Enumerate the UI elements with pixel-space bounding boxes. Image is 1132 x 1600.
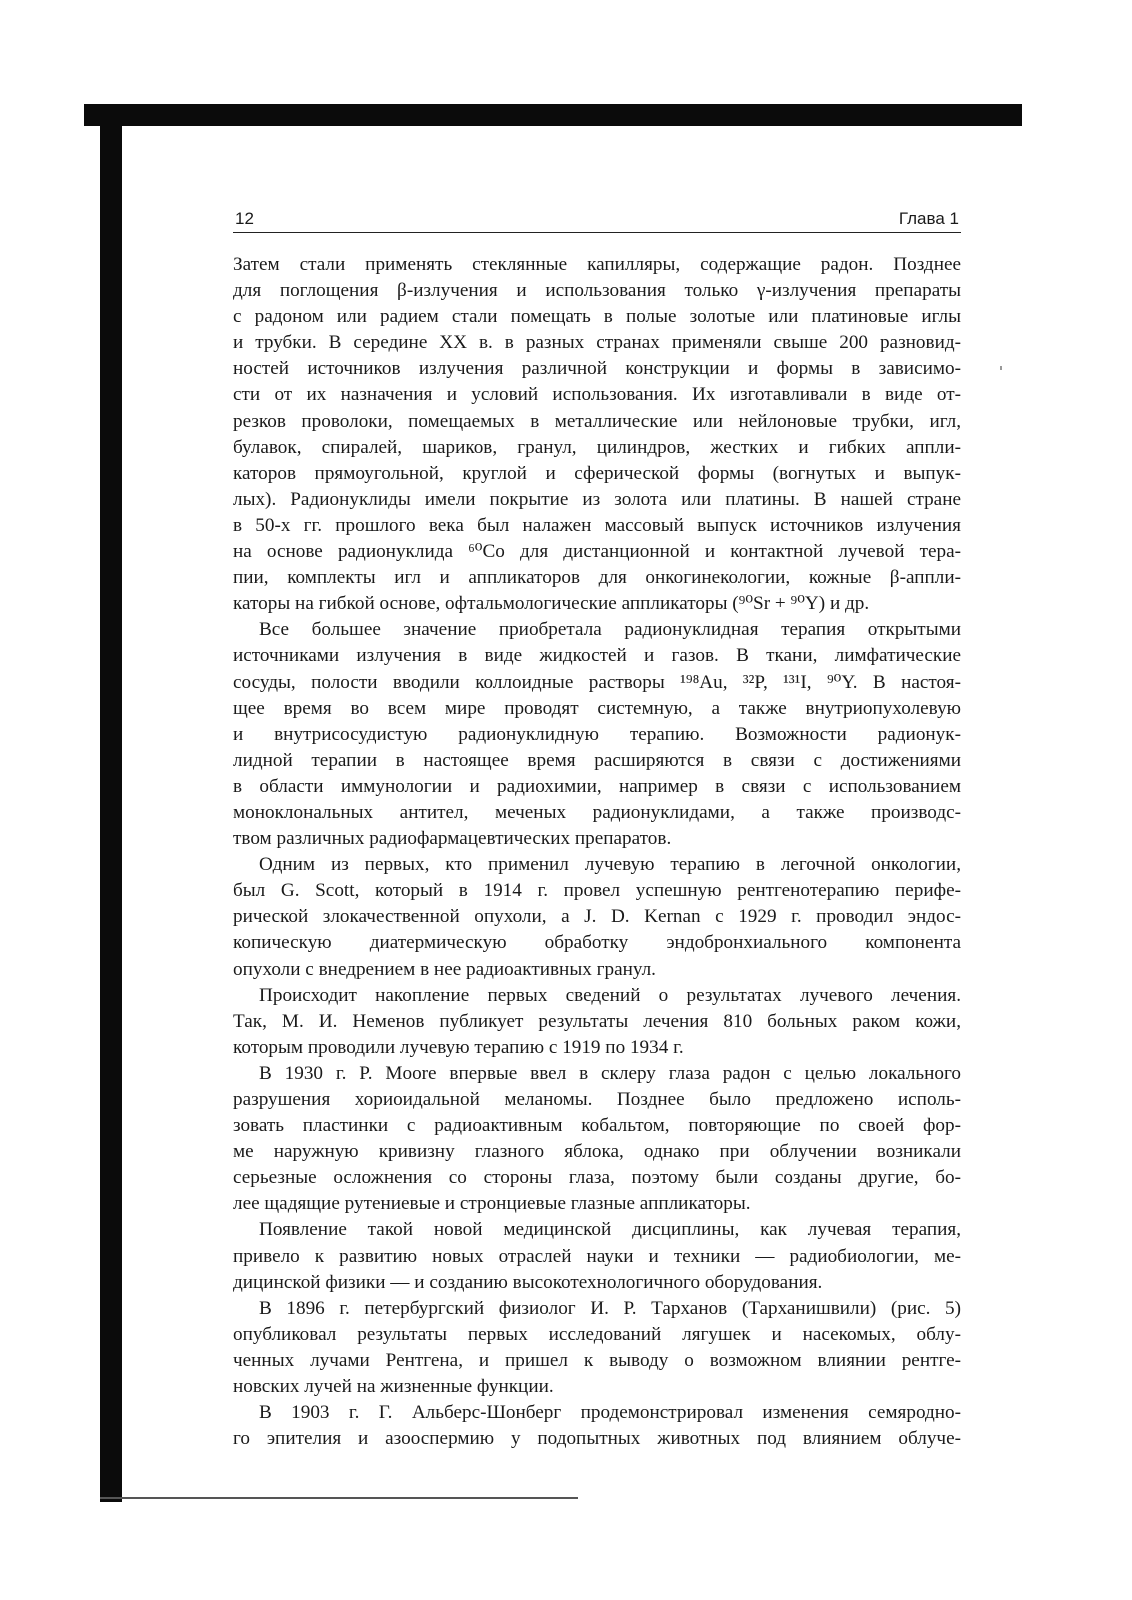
text-line: на основе радионуклида ⁶⁰Co для дистанционной и контактной лучевой тера- [233,541,961,563]
scan-edge-left [100,104,122,1502]
paragraph [233,983,961,1061]
page-number: 12 [235,209,254,228]
text-line: источниками излучения в виде жидкостей и газов. В ткани, лимфатические [233,645,961,667]
text-line: разрушения хориоидальной меланомы. Позднее было предложено исполь- [233,1089,961,1110]
text-line: Происходит накопление первых сведений о результатах лучевого лечения. [259,984,961,1006]
text-line: го эпителия и азооспермию у подопытных животных под влиянием облуче- [233,1428,961,1450]
scan-edge-bottom [100,1497,578,1499]
text-line: Затем стали применять стеклянные капилляры, содержащие радон. Позднее [233,254,961,275]
text-line: был G. Scott, который в 1914 г. провел успешную рентгенотерапию перифе- [233,880,961,902]
text-line: и внутрисосудистую радионуклидную терапию. Возможности радионук- [233,723,961,745]
text-line: которым проводили лучевую терапию с 1919 по 1934 г. [233,1036,684,1058]
paragraph [233,1061,961,1218]
text-line: в области иммунологии и радиохимии, например в связи с использованием [233,775,961,797]
text-line: лых). Радионуклиды имели покрытие из золота или платины. В нашей стране [233,488,961,510]
text-line: сосуды, полости вводили коллоидные растворы ¹⁹⁸Au, ³²P, ¹³¹I, ⁹⁰Y. В настоя- [233,671,961,693]
text-line: привело к развитию новых отраслей науки и техники — радиобиологии, ме- [233,1245,961,1267]
text-line: ностей источников излучения различной конструкции и формы в зависимо- [233,358,961,380]
text-line: лидной терапии в настоящее время расширяются в связи с достижениями [233,749,961,771]
paragraph [233,1400,961,1452]
text-line: Все большее значение приобретала радионуклидная терапия открытыми [259,619,961,641]
text-line: в 50-х гг. прошлого века был налажен массовый выпуск источников излучения [233,514,961,536]
text-line: Появление такой новой медицинской дисциплины, как лучевая терапия, [259,1219,961,1241]
chapter-title: Глава 1 [898,209,959,228]
text-line: опубликовал результаты первых исследований лягушек и насекомых, облу- [233,1323,961,1345]
text-line: дицинской физики — и созданию высокотехнологичного оборудования. [233,1271,823,1293]
text-line: опухоли с внедрением в нее радиоактивных гранул. [233,958,656,980]
text-line: В 1903 г. Г. Альберс-Шонберг продемонстрировал изменения семяродно- [259,1402,961,1424]
text-line: серьезные осложнения со стороны глаза, поэтому были созданы другие, бо- [233,1167,961,1189]
scan-speck [1000,366,1002,370]
text-line: булавок, спиралей, шариков, гранул, цилиндров, жестких и гибких аппли- [233,436,961,458]
paragraph [233,617,961,852]
paragraph [233,1296,961,1400]
text-line: лее щадящие рутениевые и стронциевые глазные аппликаторы. [233,1193,751,1215]
text-line: Одним из первых, кто применил лучевую терапию в легочной онкологии, [259,854,961,876]
text-line: ченных лучами Рентгена, и пришел к выводу о возможном влиянии рентге- [233,1349,961,1371]
text-line: рической злокачественной опухоли, а J. D. Kernan с 1929 г. проводил эндос- [233,906,961,928]
text-line: зовать пластинки с радиоактивным кобальтом, повторяющие по своей фор- [233,1115,961,1137]
text-line: В 1896 г. петербургский физиолог И. Р. Тарханов (Тарханишвили) (рис. 5) [259,1297,961,1319]
text-line: резков проволоки, помещаемых в металлические или нейлоновые трубки, игл, [233,410,961,432]
text-line: с радоном или радием стали помещать в полые золотые или платиновые иглы [233,306,961,328]
paragraph [233,1217,961,1295]
text-line: для поглощения β-излучения и использования только γ-излучения препараты [233,280,961,302]
text-line: Так, М. И. Неменов публикует результаты лечения 810 больных раком кожи, [233,1010,961,1032]
page-body [233,252,961,1452]
text-line: щее время во всем мире проводят системную, а также внутриопухолевую [233,697,961,719]
text-line: и трубки. В середине XX в. в разных странах применяли свыше 200 разновид- [233,332,961,354]
text-line: каторов прямоугольной, круглой и сферической формы (вогнутых и выпук- [233,462,961,484]
text-line: сти от их назначения и условий использования. Их изготавливали в виде от- [233,384,961,406]
text-line: каторы на гибкой основе, офтальмологические аппликаторы (⁹⁰Sr + ⁹⁰Y) и др. [233,593,870,615]
text-line: моноклональных антител, меченых радионуклидами, а также производс- [233,801,961,823]
text-line: ме наружную кривизну глазного яблока, однако при облучении возникали [233,1141,961,1163]
text-line: копическую диатермическую обработку эндобронхиального компонента [233,932,961,954]
text-line: твом различных радиофармацевтических препаратов. [233,828,672,850]
paragraph [233,852,961,982]
scan-edge-top [84,104,1022,126]
paragraph [233,252,961,617]
text-line: В 1930 г. P. Moore впервые ввел в склеру глаза радон с целью локального [259,1062,961,1084]
text-line: пии, комплекты игл и аппликаторов для онкогинекологии, кожные β-аппли- [233,567,961,589]
text-line: новских лучей на жизненные функции. [233,1376,554,1398]
running-header [233,208,961,233]
